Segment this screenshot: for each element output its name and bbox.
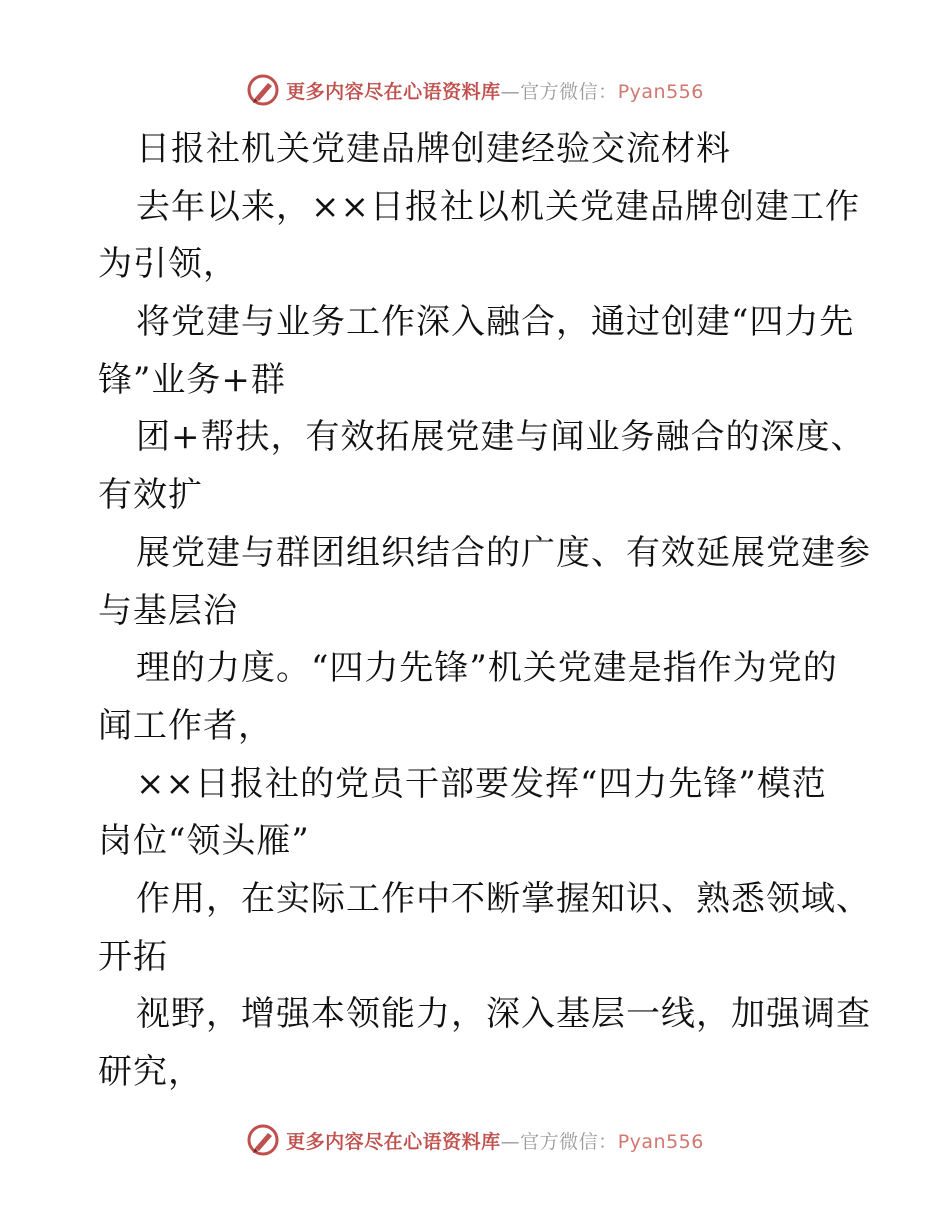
paragraph-line: 将党建与业务工作深入融合，通过创建“四力先 bbox=[136, 302, 855, 343]
footer-banner-wechat-id: Pyan556 bbox=[617, 1130, 704, 1153]
header-banner-dash: — bbox=[500, 80, 521, 103]
header-watermark-banner bbox=[0, 70, 950, 110]
paragraph-line: 锋”业务+群 bbox=[98, 359, 286, 400]
footer-watermark-banner bbox=[0, 1120, 950, 1160]
paragraph-line: 研究， bbox=[98, 1052, 203, 1092]
document-body bbox=[98, 121, 871, 1102]
paragraph-line: 团+帮扶，有效拓展党建与闻业务融合的深度、 bbox=[136, 417, 866, 458]
pen-logo-icon bbox=[246, 73, 280, 107]
footer-banner-title: 更多内容尽在心语资料库 bbox=[286, 1130, 501, 1153]
paragraph-line: 去年以来，××日报社以机关党建品牌创建工作 bbox=[136, 186, 860, 227]
paragraph-line: 有效扩 bbox=[98, 475, 203, 516]
paragraph-line: 闻工作者， bbox=[98, 705, 273, 746]
paragraph-line: ××日报社的党员干部要发挥“四力先锋”模范 bbox=[136, 763, 827, 804]
paragraph-line: 理的力度。“四力先锋”机关党建是指作为党的 bbox=[136, 648, 838, 689]
footer-banner-text bbox=[286, 1127, 704, 1154]
paragraph-line: 岗位“领头雁” bbox=[98, 821, 310, 862]
paragraph-line: 开拓 bbox=[98, 936, 168, 977]
footer-banner-dash: — bbox=[500, 1130, 521, 1153]
header-banner-wechat-id: Pyan556 bbox=[617, 80, 704, 103]
paragraph-line: 与基层治 bbox=[98, 590, 238, 631]
paragraph-line: 展党建与群团组织结合的广度、有效延展党建参 bbox=[136, 532, 871, 573]
paragraph-line: 视野，增强本领能力，深入基层一线，加强调查 bbox=[136, 994, 871, 1035]
footer-banner-wechat-label: 官方微信： bbox=[520, 1130, 618, 1153]
paragraph-line: 作用，在实际工作中不断掌握知识、熟悉领域、 bbox=[136, 878, 871, 919]
document-title: 日报社机关党建品牌创建经验交流材料 bbox=[136, 129, 731, 169]
header-banner-wechat-label: 官方微信： bbox=[520, 80, 618, 103]
paragraph-line: 为引领， bbox=[98, 244, 238, 285]
header-banner-title: 更多内容尽在心语资料库 bbox=[286, 80, 501, 103]
header-banner-text bbox=[286, 77, 704, 104]
pen-logo-icon bbox=[246, 1123, 280, 1157]
